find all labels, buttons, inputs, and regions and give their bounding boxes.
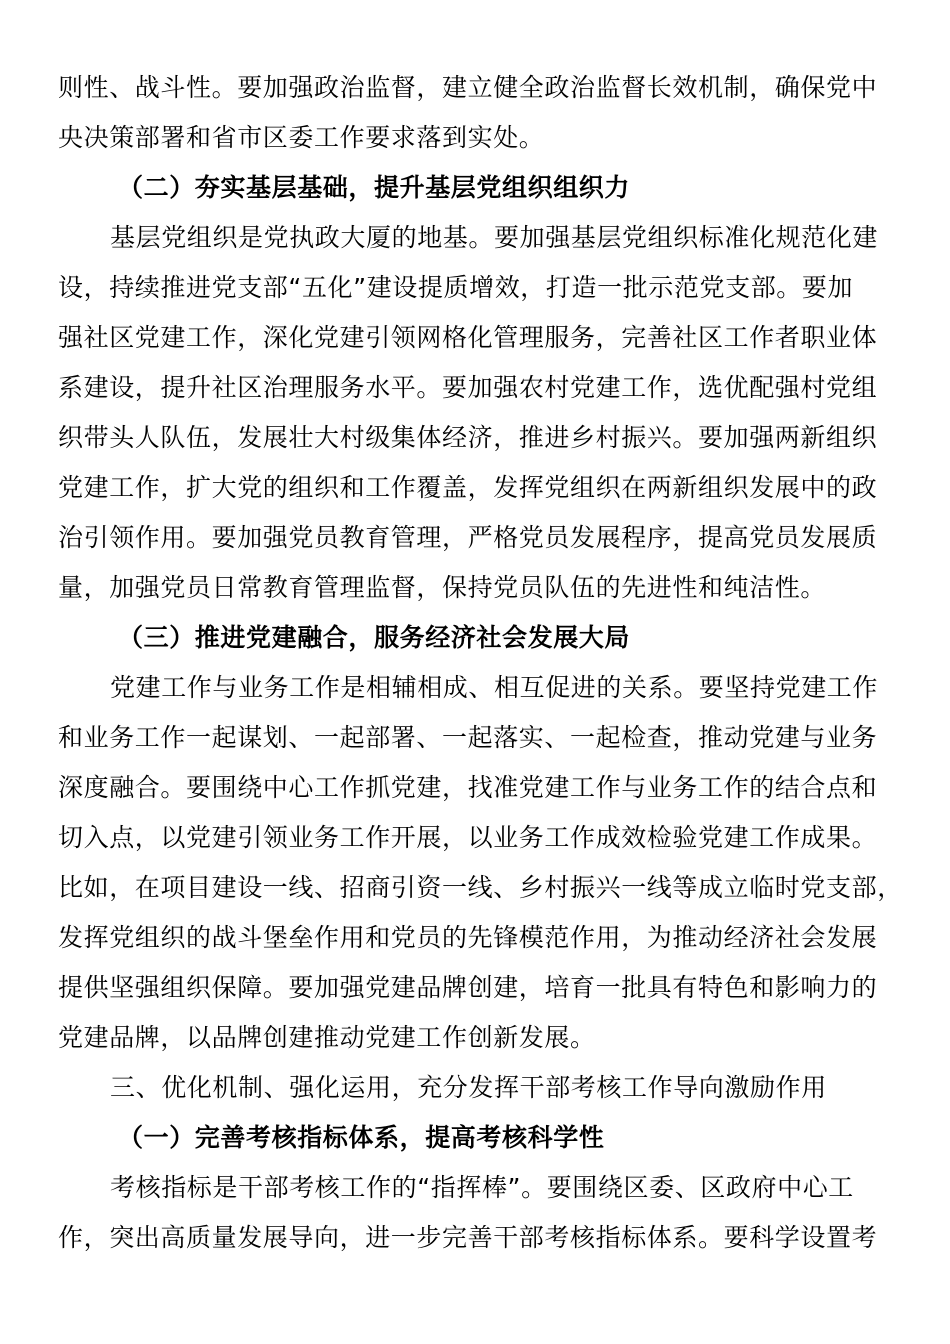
text-line: 强社区党建工作，深化党建引领网格化管理服务，完善社区工作者职业体 [58,323,878,352]
section-heading: （一）完善考核指标体系，提高考核科学性 [118,1123,605,1152]
text-line: 织带头人队伍，发展壮大村级集体经济，推进乡村振兴。要加强两新组织 [58,423,878,452]
section-heading: （三）推进党建融合，服务经济社会发展大局 [118,623,631,652]
text-line: 则性、战斗性。要加强政治监督，建立健全政治监督长效机制，确保党中 [58,73,878,102]
text-line: 作，突出高质量发展导向，进一步完善干部考核指标体系。要科学设置考 [58,1223,878,1252]
text-line: 量，加强党员日常教育管理监督，保持党员队伍的先进性和纯洁性。 [58,573,827,602]
text-line: 央决策部署和省市区委工作要求落到实处。 [58,123,545,152]
text-line: 切入点，以党建引领业务工作开展，以业务工作成效检验党建工作成果。 [58,823,878,852]
text-line: 系建设，提升社区治理服务水平。要加强农村党建工作，选优配强村党组 [58,373,878,402]
text-line: 党建品牌，以品牌创建推动党建工作创新发展。 [58,1023,596,1052]
text-line: 设，持续推进党支部“五化”建设提质增效，打造一批示范党支部。要加 [58,273,854,302]
text-line: 治引领作用。要加强党员教育管理，严格党员发展程序，提高党员发展质 [58,523,878,552]
text-line: 发挥党组织的战斗堡垒作用和党员的先锋模范作用，为推动经济社会发展 [58,923,878,952]
text-line: 提供坚强组织保障。要加强党建品牌创建，培育一批具有特色和影响力的 [58,973,878,1002]
paragraph-first-line: 基层党组织是党执政大厦的地基。要加强基层党组织标准化规范化建 [110,223,879,252]
text-line: 和业务工作一起谋划、一起部署、一起落实、一起检查，推动党建与业务 [58,723,878,752]
text-line: 深度融合。要围绕中心工作抓党建，找准党建工作与业务工作的结合点和 [58,773,878,802]
section-heading: （二）夯实基层基础，提升基层党组织组织力 [118,173,631,202]
paragraph-first-line: 党建工作与业务工作是相辅相成、相互促进的关系。要坚持党建工作 [110,673,879,702]
text-line: 比如，在项目建设一线、招商引资一线、乡村振兴一线等成立临时党支部， [58,873,903,902]
paragraph-first-line: 考核指标是干部考核工作的“指挥棒”。要围绕区委、区政府中心工 [110,1173,854,1202]
chapter-heading: 三、优化机制、强化运用，充分发挥干部考核工作导向激励作用 [110,1073,827,1102]
text-line: 党建工作，扩大党的组织和工作覆盖，发挥党组织在两新组织发展中的政 [58,473,878,502]
